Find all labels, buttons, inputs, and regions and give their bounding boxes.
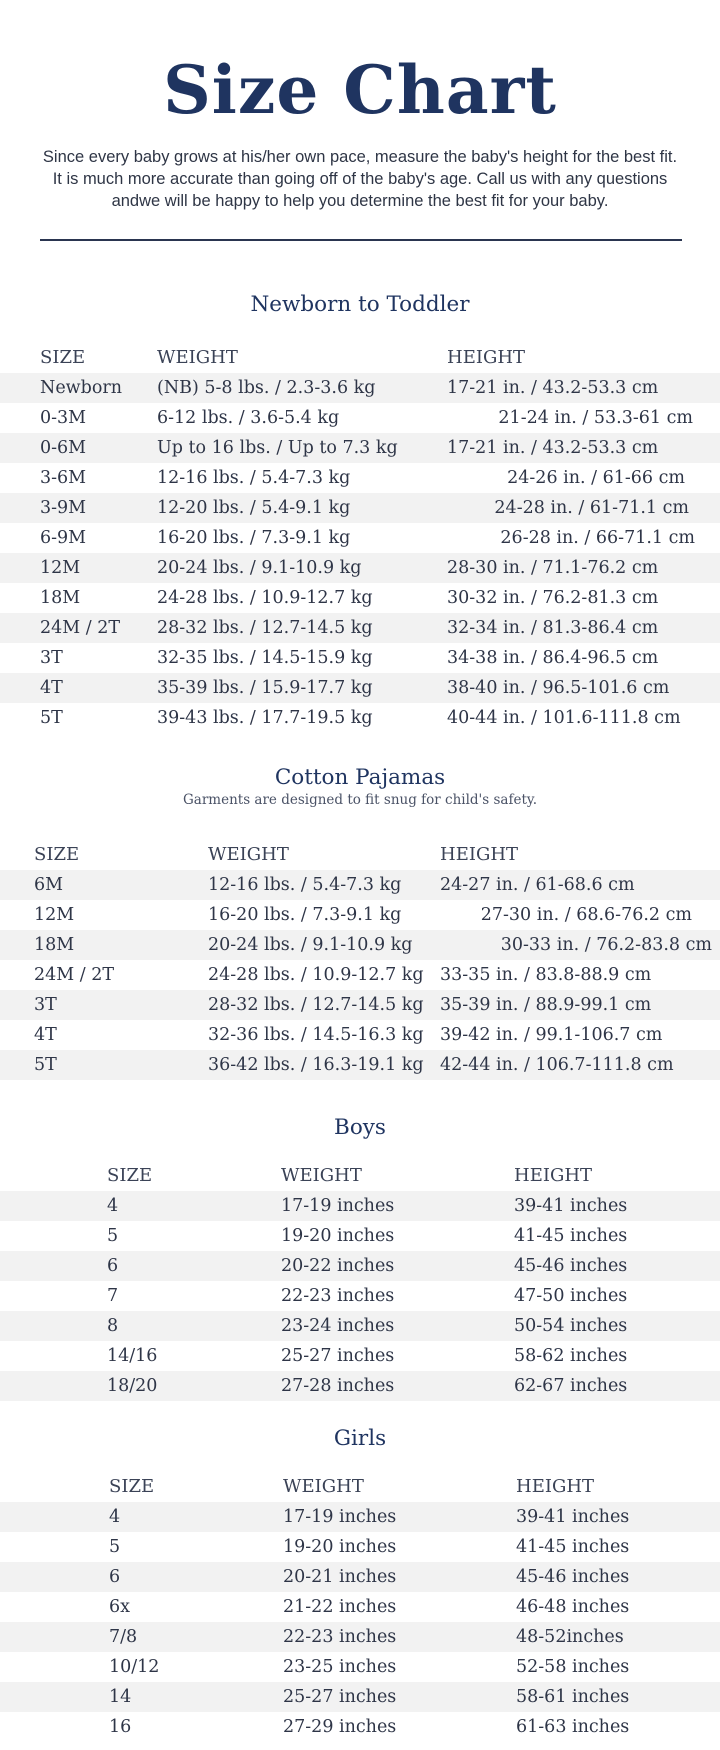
table-row bbox=[0, 583, 720, 613]
intro-line: It is much more accurate than going off of the baby's age. Call us with any questions bbox=[52, 170, 668, 188]
cell-size: 4 bbox=[107, 1196, 119, 1216]
intro-line: andwe will be happy to help you determine the best fit for your baby. bbox=[111, 192, 609, 210]
table-row bbox=[0, 1682, 720, 1712]
table-row bbox=[0, 1652, 720, 1682]
cell-size: 3T bbox=[34, 995, 57, 1015]
table-row bbox=[0, 870, 720, 900]
cell-weight: 28-32 lbs. / 12.7-14.5 kg bbox=[208, 995, 424, 1015]
cell-weight: 24-28 lbs. / 10.9-12.7 kg bbox=[157, 588, 373, 608]
table-row bbox=[0, 990, 720, 1020]
cell-weight: 25-27 inches bbox=[281, 1346, 395, 1366]
cell-size: 0-6M bbox=[40, 438, 87, 458]
cell-size: 14 bbox=[109, 1687, 132, 1707]
cell-height: 45-46 inches bbox=[514, 1256, 628, 1276]
cell-height: 52-58 inches bbox=[516, 1657, 630, 1677]
cell-weight: (NB) 5-8 lbs. / 2.3-3.6 kg bbox=[157, 378, 376, 398]
column-header-weight: WEIGHT bbox=[283, 1476, 364, 1497]
cell-height: 24-27 in. / 61-68.6 cm bbox=[440, 875, 635, 895]
cell-size: 7/8 bbox=[109, 1627, 138, 1647]
cell-height: 39-41 inches bbox=[514, 1196, 628, 1216]
column-header-weight: WEIGHT bbox=[157, 347, 238, 368]
cell-weight: 6-12 lbs. / 3.6-5.4 kg bbox=[157, 408, 340, 428]
cell-height: 40-44 in. / 101.6-111.8 cm bbox=[447, 708, 681, 728]
cell-size: 12M bbox=[34, 905, 75, 925]
cell-weight: 12-16 lbs. / 5.4-7.3 kg bbox=[208, 875, 402, 895]
table-row bbox=[0, 900, 720, 930]
cell-weight: 24-28 lbs. / 10.9-12.7 kg bbox=[208, 965, 424, 985]
cell-height: 61-63 inches bbox=[516, 1717, 630, 1737]
cell-height: 32-34 in. / 81.3-86.4 cm bbox=[447, 618, 659, 638]
cell-weight: 32-35 lbs. / 14.5-15.9 kg bbox=[157, 648, 373, 668]
cell-height: 26-28 in. / 66-71.1 cm bbox=[500, 528, 695, 548]
table-row bbox=[0, 1371, 720, 1401]
cell-weight: 23-24 inches bbox=[281, 1316, 395, 1336]
cell-weight: 16-20 lbs. / 7.3-9.1 kg bbox=[157, 528, 351, 548]
column-header-height: HEIGHT bbox=[440, 844, 519, 865]
cell-height: 48-52inches bbox=[516, 1627, 624, 1647]
cell-weight: 19-20 inches bbox=[281, 1226, 395, 1246]
section-title-girls: Girls bbox=[333, 1426, 387, 1451]
cell-weight: 17-19 inches bbox=[281, 1196, 395, 1216]
table-row bbox=[0, 613, 720, 643]
cell-size: Newborn bbox=[40, 378, 123, 398]
table-row bbox=[0, 960, 720, 990]
cell-height: 17-21 in. / 43.2-53.3 cm bbox=[447, 438, 659, 458]
table-row bbox=[0, 373, 720, 403]
cell-height: 24-26 in. / 61-66 cm bbox=[507, 468, 685, 488]
cell-size: 4T bbox=[40, 678, 63, 698]
column-header-height: HEIGHT bbox=[514, 1165, 593, 1186]
column-header-weight: WEIGHT bbox=[208, 844, 289, 865]
cell-weight: 20-24 lbs. / 9.1-10.9 kg bbox=[208, 935, 413, 955]
cell-height: 21-24 in. / 53.3-61 cm bbox=[498, 408, 693, 428]
cell-weight: Up to 16 lbs. / Up to 7.3 kg bbox=[157, 438, 398, 458]
table-row bbox=[0, 1251, 720, 1281]
cell-size: 7 bbox=[107, 1286, 119, 1306]
column-header-size: SIZE bbox=[34, 844, 80, 865]
cell-height: 28-30 in. / 71.1-76.2 cm bbox=[447, 558, 659, 578]
cell-height: 62-67 inches bbox=[514, 1376, 628, 1396]
cell-height: 41-45 inches bbox=[516, 1537, 630, 1557]
table-row bbox=[0, 1562, 720, 1592]
cell-size: 18/20 bbox=[107, 1376, 158, 1396]
cell-height: 34-38 in. / 86.4-96.5 cm bbox=[447, 648, 659, 668]
cell-size: 4 bbox=[109, 1507, 121, 1527]
cell-height: 35-39 in. / 88.9-99.1 cm bbox=[440, 995, 652, 1015]
page-title: Size Chart bbox=[163, 51, 557, 129]
cell-height: 30-32 in. / 76.2-81.3 cm bbox=[447, 588, 659, 608]
cell-height: 17-21 in. / 43.2-53.3 cm bbox=[447, 378, 659, 398]
cell-size: 8 bbox=[107, 1316, 119, 1336]
cell-size: 5 bbox=[107, 1226, 119, 1246]
cell-size: 5T bbox=[34, 1055, 57, 1075]
cell-weight: 27-29 inches bbox=[283, 1717, 397, 1737]
cell-weight: 22-23 inches bbox=[283, 1627, 397, 1647]
cell-weight: 20-22 inches bbox=[281, 1256, 395, 1276]
cell-size: 12M bbox=[40, 558, 81, 578]
cell-height: 46-48 inches bbox=[516, 1597, 630, 1617]
intro-line: Since every baby grows at his/her own pace, measure the baby's height for the best fit. bbox=[42, 148, 678, 166]
cell-weight: 22-23 inches bbox=[281, 1286, 395, 1306]
cell-height: 58-62 inches bbox=[514, 1346, 628, 1366]
table-row bbox=[0, 1592, 720, 1622]
cell-size: 3-6M bbox=[40, 468, 87, 488]
table-row bbox=[0, 1532, 720, 1562]
cell-weight: 12-20 lbs. / 5.4-9.1 kg bbox=[157, 498, 351, 518]
cell-size: 5 bbox=[109, 1537, 121, 1557]
table-row bbox=[0, 493, 720, 523]
cell-size: 6M bbox=[34, 875, 64, 895]
cell-size: 6 bbox=[107, 1256, 119, 1276]
column-header-size: SIZE bbox=[107, 1165, 153, 1186]
cell-size: 6-9M bbox=[40, 528, 87, 548]
cell-height: 58-61 inches bbox=[516, 1687, 630, 1707]
cell-weight: 36-42 lbs. / 16.3-19.1 kg bbox=[208, 1055, 424, 1075]
cell-height: 30-33 in. / 76.2-83.8 cm bbox=[500, 935, 712, 955]
cell-size: 18M bbox=[34, 935, 75, 955]
table-row bbox=[0, 463, 720, 493]
column-header-size: SIZE bbox=[109, 1476, 155, 1497]
cell-weight: 27-28 inches bbox=[281, 1376, 395, 1396]
column-header-height: HEIGHT bbox=[516, 1476, 595, 1497]
cell-size: 3-9M bbox=[40, 498, 87, 518]
table-row bbox=[0, 673, 720, 703]
cell-height: 41-45 inches bbox=[514, 1226, 628, 1246]
table-row bbox=[0, 523, 720, 553]
cell-weight: 17-19 inches bbox=[283, 1507, 397, 1527]
cell-size: 5T bbox=[40, 708, 63, 728]
table-row bbox=[0, 1712, 720, 1742]
size-table-newborn bbox=[0, 343, 720, 733]
cell-size: 24M / 2T bbox=[34, 965, 115, 985]
size-table-girls bbox=[0, 1472, 720, 1742]
cell-size: 3T bbox=[40, 648, 63, 668]
table-row bbox=[0, 1050, 720, 1080]
cell-height: 27-30 in. / 68.6-76.2 cm bbox=[480, 905, 692, 925]
cell-height: 24-28 in. / 61-71.1 cm bbox=[494, 498, 689, 518]
table-row bbox=[0, 1191, 720, 1221]
cell-weight: 21-22 inches bbox=[283, 1597, 397, 1617]
cell-height: 42-44 in. / 106.7-111.8 cm bbox=[440, 1055, 674, 1075]
cell-weight: 32-36 lbs. / 14.5-16.3 kg bbox=[208, 1025, 424, 1045]
column-header-weight: WEIGHT bbox=[281, 1165, 362, 1186]
cell-size: 16 bbox=[109, 1717, 132, 1737]
divider-rule bbox=[40, 239, 682, 241]
cell-weight: 28-32 lbs. / 12.7-14.5 kg bbox=[157, 618, 373, 638]
cell-weight: 20-24 lbs. / 9.1-10.9 kg bbox=[157, 558, 362, 578]
section-title-pajamas: Cotton Pajamas bbox=[274, 765, 446, 790]
cell-size: 6 bbox=[109, 1567, 121, 1587]
size-table-pajamas bbox=[0, 840, 720, 1080]
table-row bbox=[0, 703, 720, 733]
table-header-row bbox=[0, 840, 720, 870]
table-row bbox=[0, 433, 720, 463]
cell-size: 10/12 bbox=[109, 1657, 160, 1677]
table-header-row bbox=[0, 343, 720, 373]
table-header-row bbox=[0, 1161, 720, 1191]
cell-weight: 25-27 inches bbox=[283, 1687, 397, 1707]
section-title-boys: Boys bbox=[334, 1115, 386, 1140]
table-row bbox=[0, 553, 720, 583]
table-row bbox=[0, 1221, 720, 1251]
cell-height: 50-54 inches bbox=[514, 1316, 628, 1336]
table-row bbox=[0, 1020, 720, 1050]
cell-weight: 19-20 inches bbox=[283, 1537, 397, 1557]
cell-weight: 35-39 lbs. / 15.9-17.7 kg bbox=[157, 678, 373, 698]
table-row bbox=[0, 1281, 720, 1311]
cell-height: 47-50 inches bbox=[514, 1286, 628, 1306]
cell-size: 18M bbox=[40, 588, 81, 608]
cell-size: 0-3M bbox=[40, 408, 87, 428]
cell-height: 39-41 inches bbox=[516, 1507, 630, 1527]
cell-size: 14/16 bbox=[107, 1346, 158, 1366]
cell-weight: 12-16 lbs. / 5.4-7.3 kg bbox=[157, 468, 351, 488]
table-header-row bbox=[0, 1472, 720, 1502]
cell-weight: 23-25 inches bbox=[283, 1657, 397, 1677]
cell-height: 33-35 in. / 83.8-88.9 cm bbox=[440, 965, 652, 985]
cell-size: 24M / 2T bbox=[40, 618, 121, 638]
section-title-newborn: Newborn to Toddler bbox=[250, 292, 470, 317]
table-row bbox=[0, 930, 720, 960]
table-row bbox=[0, 1311, 720, 1341]
column-header-height: HEIGHT bbox=[447, 347, 526, 368]
table-row bbox=[0, 1502, 720, 1532]
cell-height: 39-42 in. / 99.1-106.7 cm bbox=[440, 1025, 663, 1045]
table-row bbox=[0, 403, 720, 433]
cell-weight: 16-20 lbs. / 7.3-9.1 kg bbox=[208, 905, 402, 925]
size-table-boys bbox=[0, 1161, 720, 1401]
column-header-size: SIZE bbox=[40, 347, 86, 368]
section-subtitle-pajamas: Garments are designed to fit snug for child's safety. bbox=[183, 792, 537, 808]
cell-size: 4T bbox=[34, 1025, 57, 1045]
table-row bbox=[0, 1341, 720, 1371]
table-row bbox=[0, 1622, 720, 1652]
cell-weight: 39-43 lbs. / 17.7-19.5 kg bbox=[157, 708, 373, 728]
cell-weight: 20-21 inches bbox=[283, 1567, 397, 1587]
intro-text bbox=[10, 146, 710, 212]
cell-size: 6x bbox=[109, 1597, 131, 1617]
cell-height: 38-40 in. / 96.5-101.6 cm bbox=[447, 678, 670, 698]
cell-height: 45-46 inches bbox=[516, 1567, 630, 1587]
table-row bbox=[0, 643, 720, 673]
